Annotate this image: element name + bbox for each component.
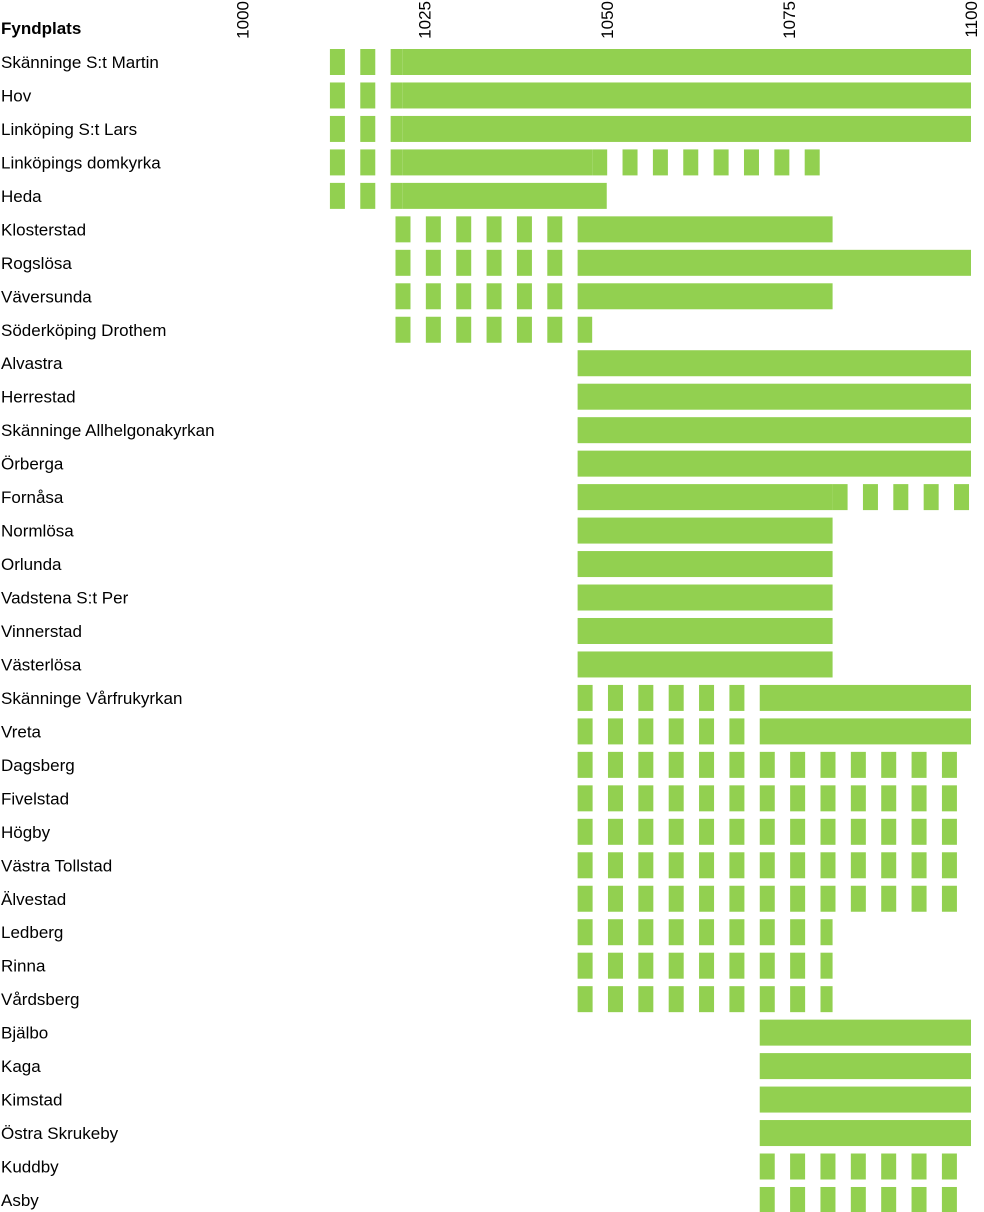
site-label: Västra Tollstad — [1, 856, 113, 876]
dashed-bar-segment — [391, 49, 403, 75]
dashed-bar-segment — [456, 250, 471, 276]
dashed-bar-segment — [893, 484, 908, 510]
solid-bar-segment — [760, 718, 971, 744]
dashed-bar-segment — [729, 986, 744, 1012]
dashed-bar-segment — [760, 1187, 775, 1212]
dashed-bar-segment — [790, 919, 805, 945]
dashed-bar-segment — [669, 986, 684, 1012]
x-tick-label: 1000 — [233, 1, 253, 39]
dashed-bar-segment — [608, 986, 623, 1012]
dashed-bar-segment — [578, 685, 593, 711]
dashed-bar-segment — [729, 718, 744, 744]
dashed-bar-segment — [638, 986, 653, 1012]
dashed-bar-segment — [592, 149, 607, 175]
dashed-bar-segment — [426, 250, 441, 276]
dashed-bar-segment — [760, 1154, 775, 1180]
dashed-bar-segment — [638, 886, 653, 912]
dashed-bar-segment — [578, 919, 593, 945]
dashed-bar-segment — [669, 919, 684, 945]
dashed-bar-segment — [881, 1154, 896, 1180]
dashed-bar-segment — [729, 953, 744, 979]
dashed-bar-segment — [851, 785, 866, 811]
solid-bar-segment — [578, 451, 971, 477]
dashed-bar-segment — [912, 852, 927, 878]
dashed-bar-segment — [517, 216, 532, 242]
x-tick-label: 1025 — [415, 1, 435, 39]
dashed-bar-segment — [395, 283, 410, 309]
dashed-bar-segment — [638, 953, 653, 979]
dashed-bar-segment — [820, 785, 835, 811]
dashed-bar-segment — [790, 1187, 805, 1212]
dashed-bar-segment — [699, 919, 714, 945]
dashed-bar-segment — [760, 752, 775, 778]
dashed-bar-segment — [608, 819, 623, 845]
dashed-bar-segment — [360, 183, 375, 209]
dashed-bar-segment — [608, 685, 623, 711]
dashed-bar-segment — [729, 819, 744, 845]
site-label: Kuddby — [1, 1157, 59, 1177]
dashed-bar-segment — [833, 484, 848, 510]
dashed-bar-segment — [638, 685, 653, 711]
solid-bar-segment — [578, 585, 833, 611]
site-label: Kimstad — [1, 1090, 63, 1110]
dashed-bar-segment — [714, 149, 729, 175]
dashed-bar-segment — [851, 886, 866, 912]
dashed-bar-segment — [391, 82, 403, 108]
solid-bar-segment — [760, 1087, 971, 1113]
dashed-bar-segment — [669, 718, 684, 744]
dashed-bar-segment — [456, 317, 471, 343]
site-label: Högby — [1, 822, 51, 842]
dashed-bar-segment — [912, 1154, 927, 1180]
dashed-bar-segment — [330, 49, 345, 75]
dashed-bar-segment — [699, 953, 714, 979]
dashed-bar-segment — [912, 752, 927, 778]
dashed-bar-segment — [578, 785, 593, 811]
dashed-bar-segment — [912, 785, 927, 811]
dashed-bar-segment — [699, 819, 714, 845]
dashed-bar-segment — [699, 718, 714, 744]
site-label: Klosterstad — [1, 220, 87, 240]
dashed-bar-segment — [820, 919, 832, 945]
dashed-bar-segment — [669, 685, 684, 711]
dashed-bar-segment — [881, 886, 896, 912]
site-label: Älvestad — [1, 889, 67, 909]
dashed-bar-segment — [391, 149, 403, 175]
dashed-bar-segment — [426, 317, 441, 343]
dashed-bar-segment — [547, 317, 562, 343]
dashed-bar-segment — [942, 1187, 957, 1212]
dashed-bar-segment — [360, 116, 375, 142]
dashed-bar-segment — [669, 852, 684, 878]
dashed-bar-segment — [790, 819, 805, 845]
dashed-bar-segment — [942, 819, 957, 845]
dashed-bar-segment — [912, 886, 927, 912]
site-label: Alvastra — [1, 354, 63, 374]
dashed-bar-segment — [820, 953, 832, 979]
x-tick-label: 1075 — [779, 1, 799, 39]
dashed-bar-segment — [760, 852, 775, 878]
dashed-bar-segment — [912, 819, 927, 845]
dashed-bar-segment — [638, 819, 653, 845]
dashed-bar-segment — [729, 886, 744, 912]
x-tick-label: 1050 — [597, 1, 617, 39]
dashed-bar-segment — [760, 886, 775, 912]
dashed-bar-segment — [699, 685, 714, 711]
dashed-bar-segment — [578, 852, 593, 878]
site-labels — [1, 53, 215, 1210]
dashed-bar-segment — [790, 953, 805, 979]
site-label: Kaga — [1, 1057, 41, 1077]
dashed-bar-segment — [517, 250, 532, 276]
dashed-bar-segment — [578, 317, 593, 343]
dashed-bar-segment — [942, 785, 957, 811]
dashed-bar-segment — [360, 49, 375, 75]
dashed-bar-segment — [395, 250, 410, 276]
dashed-bar-segment — [699, 752, 714, 778]
dashed-bar-segment — [391, 116, 403, 142]
dashed-bar-segment — [330, 183, 345, 209]
dashed-bar-segment — [820, 886, 835, 912]
dashed-bar-segment — [774, 149, 789, 175]
dashed-bar-segment — [547, 216, 562, 242]
solid-bar-segment — [578, 484, 833, 510]
dashed-bar-segment — [395, 216, 410, 242]
site-label: Herrestad — [1, 387, 76, 407]
site-label: Vinnerstad — [1, 621, 82, 641]
site-label: Östra Skrukeby — [1, 1124, 119, 1144]
dashed-bar-segment — [851, 1154, 866, 1180]
solid-bar-segment — [760, 685, 971, 711]
dashed-bar-segment — [578, 819, 593, 845]
dashed-bar-segment — [456, 216, 471, 242]
bars — [330, 49, 971, 1212]
solid-bar-segment — [578, 417, 971, 443]
dashed-bar-segment — [820, 986, 832, 1012]
dashed-bar-segment — [638, 919, 653, 945]
dashed-bar-segment — [729, 752, 744, 778]
dashed-bar-segment — [790, 1154, 805, 1180]
solid-bar-segment — [578, 283, 833, 309]
solid-bar-segment — [403, 82, 971, 108]
solid-bar-segment — [578, 384, 971, 410]
site-label: Hov — [1, 86, 32, 106]
dashed-bar-segment — [547, 250, 562, 276]
dashed-bar-segment — [699, 852, 714, 878]
solid-bar-segment — [403, 49, 971, 75]
site-label: Vadstena S:t Per — [1, 588, 129, 608]
dashed-bar-segment — [638, 752, 653, 778]
dashed-bar-segment — [391, 183, 403, 209]
dashed-bar-segment — [851, 1187, 866, 1212]
header-label: Fyndplats — [1, 19, 82, 38]
dashed-bar-segment — [760, 919, 775, 945]
dashed-bar-segment — [942, 752, 957, 778]
dashed-bar-segment — [820, 819, 835, 845]
dashed-bar-segment — [851, 819, 866, 845]
site-label: Vårdsberg — [1, 990, 80, 1010]
dashed-bar-segment — [487, 317, 502, 343]
dashed-bar-segment — [790, 752, 805, 778]
dashed-bar-segment — [669, 785, 684, 811]
dashed-bar-segment — [881, 752, 896, 778]
solid-bar-segment — [578, 651, 833, 677]
dashed-bar-segment — [578, 986, 593, 1012]
dashed-bar-segment — [638, 785, 653, 811]
solid-bar-segment — [578, 250, 971, 276]
dashed-bar-segment — [790, 986, 805, 1012]
dashed-bar-segment — [729, 785, 744, 811]
site-label: Västerlösa — [1, 655, 82, 675]
dashed-bar-segment — [517, 283, 532, 309]
x-tick-label: 1100 — [962, 1, 981, 38]
site-label: Dagsberg — [1, 755, 75, 775]
site-label: Vreta — [1, 722, 42, 742]
dashed-bar-segment — [623, 149, 638, 175]
dashed-bar-segment — [487, 216, 502, 242]
dashed-bar-segment — [820, 1187, 835, 1212]
site-label: Söderköping Drothem — [1, 320, 167, 340]
site-label: Skänninge Allhelgonakyrkan — [1, 421, 215, 441]
dashed-bar-segment — [456, 283, 471, 309]
solid-bar-segment — [403, 149, 592, 175]
site-label: Linköping S:t Lars — [1, 119, 138, 139]
dashed-bar-segment — [760, 785, 775, 811]
dashed-bar-segment — [820, 752, 835, 778]
dashed-bar-segment — [924, 484, 939, 510]
site-label: Asby — [1, 1190, 39, 1210]
dashed-bar-segment — [790, 785, 805, 811]
site-label: Normlösa — [1, 521, 74, 541]
dashed-bar-segment — [517, 317, 532, 343]
dashed-bar-segment — [942, 1154, 957, 1180]
dashed-bar-segment — [426, 216, 441, 242]
dashed-bar-segment — [578, 718, 593, 744]
dashed-bar-segment — [729, 852, 744, 878]
dashed-bar-segment — [699, 785, 714, 811]
solid-bar-segment — [760, 1020, 971, 1046]
dashed-bar-segment — [790, 886, 805, 912]
site-label: Rinna — [1, 956, 46, 976]
dashed-bar-segment — [330, 82, 345, 108]
solid-bar-segment — [578, 518, 833, 544]
dashed-bar-segment — [669, 819, 684, 845]
site-label: Rogslösa — [1, 253, 72, 273]
dashed-bar-segment — [669, 752, 684, 778]
site-label: Orlunda — [1, 555, 62, 575]
dashed-bar-segment — [608, 919, 623, 945]
dashed-bar-segment — [881, 852, 896, 878]
dashed-bar-segment — [760, 986, 775, 1012]
dashed-bar-segment — [760, 953, 775, 979]
dashed-bar-segment — [360, 149, 375, 175]
dashed-bar-segment — [881, 785, 896, 811]
dashed-bar-segment — [608, 718, 623, 744]
dashed-bar-segment — [669, 953, 684, 979]
solid-bar-segment — [403, 183, 607, 209]
dashed-bar-segment — [608, 785, 623, 811]
dashed-bar-segment — [669, 886, 684, 912]
site-label: Linköpings domkyrka — [1, 153, 161, 173]
site-label: Heda — [1, 186, 42, 206]
dashed-bar-segment — [863, 484, 878, 510]
dashed-bar-segment — [547, 283, 562, 309]
dashed-bar-segment — [805, 149, 820, 175]
dashed-bar-segment — [578, 953, 593, 979]
site-label: Väversunda — [1, 287, 92, 307]
site-label: Fornåsa — [1, 488, 64, 508]
site-label: Skänninge S:t Martin — [1, 53, 159, 72]
dashed-bar-segment — [851, 752, 866, 778]
site-label: Skänninge Vårfrukyrkan — [1, 688, 183, 708]
dashed-bar-segment — [820, 1154, 835, 1180]
dashed-bar-segment — [395, 317, 410, 343]
dashed-bar-segment — [744, 149, 759, 175]
dashed-bar-segment — [820, 852, 835, 878]
dashed-bar-segment — [608, 953, 623, 979]
solid-bar-segment — [760, 1120, 971, 1146]
solid-bar-segment — [403, 116, 971, 142]
dashed-bar-segment — [851, 852, 866, 878]
dashed-bar-segment — [881, 819, 896, 845]
dashed-bar-segment — [760, 819, 775, 845]
solid-bar-segment — [578, 216, 833, 242]
dashed-bar-segment — [638, 718, 653, 744]
site-label: Örberga — [1, 454, 64, 474]
dashed-bar-segment — [729, 919, 744, 945]
dashed-bar-segment — [683, 149, 698, 175]
dashed-bar-segment — [954, 484, 969, 510]
dashed-bar-segment — [638, 852, 653, 878]
dashed-bar-segment — [330, 116, 345, 142]
dashed-bar-segment — [487, 250, 502, 276]
x-axis-ticks — [234, 1, 982, 39]
dashed-bar-segment — [942, 852, 957, 878]
dashed-bar-segment — [608, 852, 623, 878]
dashed-bar-segment — [608, 752, 623, 778]
dashed-bar-segment — [578, 886, 593, 912]
dashed-bar-segment — [578, 752, 593, 778]
solid-bar-segment — [578, 551, 833, 577]
dashed-bar-segment — [699, 986, 714, 1012]
dashed-bar-segment — [360, 82, 375, 108]
site-label: Fivelstad — [1, 789, 70, 809]
dashed-bar-segment — [790, 852, 805, 878]
dashed-bar-segment — [912, 1187, 927, 1212]
dashed-bar-segment — [942, 886, 957, 912]
solid-bar-segment — [578, 350, 971, 376]
dashed-bar-segment — [426, 283, 441, 309]
dashed-bar-segment — [330, 149, 345, 175]
dashed-bar-segment — [653, 149, 668, 175]
solid-bar-segment — [578, 618, 833, 644]
site-label: Ledberg — [1, 923, 64, 943]
dashed-bar-segment — [608, 886, 623, 912]
site-label: Bjälbo — [1, 1023, 49, 1043]
dashed-bar-segment — [881, 1187, 896, 1212]
dashed-bar-segment — [729, 685, 744, 711]
dashed-bar-segment — [699, 886, 714, 912]
solid-bar-segment — [760, 1053, 971, 1079]
dashed-bar-segment — [487, 283, 502, 309]
